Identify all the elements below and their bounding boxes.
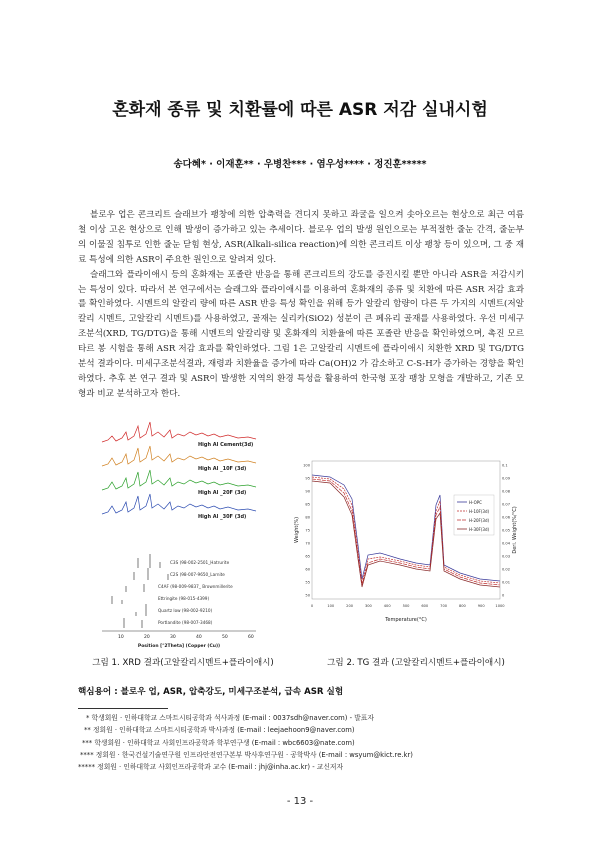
tg-legend (454, 495, 494, 535)
footnote-divider (78, 708, 168, 709)
x-tick: 100 (327, 604, 335, 608)
phase-label: C4AF (98-009-9837_ Brownmillerite (158, 584, 233, 589)
paragraph: 블로우 업은 콘크리트 슬래브가 팽창에 의한 압축력을 견디지 못하고 좌굴을 일으켜 솟아오르는 현상으로 최근 여름철 이상 고온 현상으로 인해 발생이 증가하고 있는 추세이다. 블로우 업의 발생 원인으로는 부적절한 줄눈 간격, 줄눈부의 이물질 침투로 인한 줄눈 닫힘 현상, ASR(Alkali-silica reaction)에 의한 콘크리트 이상 팽창 등이 있으며, 그 중 재료 특성에 의한 ASR이 주요한 원인으로 알려져 있다. (78, 210, 524, 265)
x-tick: 40 (196, 635, 202, 640)
y-tick: 60 (305, 567, 310, 572)
y2-tick: 0.03 (502, 554, 511, 559)
paper-title: 혼화재 종류 및 치환률에 따른 ASR 저감 실내시험 (112, 100, 488, 120)
y2-tick: 0 (502, 593, 505, 598)
abstract-body (78, 208, 524, 402)
footnote: ** 정회원 · 인하대학교 스마트시티공학과 박사과정 (E-mail : leejaehoon9@naver.com) (84, 726, 355, 735)
x-tick: 50 (222, 635, 228, 640)
phase-label: C2S (98-007-9650_Larnite (170, 572, 225, 577)
xrd-chart (98, 418, 260, 650)
x-tick: 1000 (495, 604, 505, 608)
x-axis-label: Position [°2Theta] (Copper (Cu)) (137, 644, 221, 649)
xrd-series-label: High Al _30F (3d) (198, 514, 247, 520)
author-list: 송다혜* · 이재훈** · 우병찬*** · 염우성**** · 정진훈***** (173, 159, 427, 170)
x-tick: 10 (118, 635, 124, 640)
y2-tick: 0.1 (502, 463, 508, 468)
y2-tick: 0.08 (502, 489, 511, 494)
figure2-caption: 그림 2. TG 결과 (고알칼리시멘트+플라이애시) (327, 658, 505, 668)
x-tick: 400 (383, 604, 391, 608)
y2-tick: 0.05 (502, 528, 511, 533)
y-tick: 50 (305, 593, 310, 598)
y-tick: 95 (305, 476, 310, 481)
footnote: **** 정회원 · 한국건설기술연구원 인프라안전연구본부 박사후연구원 · 공학박사 (E-mail : wsyum@kict.re.kr) (80, 750, 413, 759)
xrd-series-label: High Al Cement(3d) (198, 442, 254, 448)
y2-tick: 0.01 (502, 580, 511, 585)
phase-label: Quartz low (98-002-9210) (158, 608, 213, 613)
legend-entry: H-30F(3d) (469, 527, 490, 532)
x-axis-label: Temperature(°C) (385, 617, 427, 623)
figure-tg (290, 455, 522, 627)
legend-entry: H-10F(3d) (469, 509, 490, 514)
page-number: - 13 - (286, 796, 314, 807)
y2-tick: 0.09 (502, 476, 511, 481)
x-tick: 600 (421, 604, 429, 608)
x-tick: 500 (402, 604, 410, 608)
paragraph: 슬래그와 플라이애시 등의 혼화재는 포졸란 반응을 통해 콘크리트의 강도를 증진시킬 뿐만 아니라 ASR을 저감시키는 특성이 있다. 따라서 본 연구에서는 슬래그와 플라이애시를 이용하여 혼화재의 종류 및 치환에 따른 ASR 저감 효과를 확인하였다. 시멘트의 알칼리 량에 따른 ASR 반응 특성 확인을 위해 등가 알칼리 함량이 다른 두 가지의 시멘트(저알칼리 시멘트, 고알칼리 시멘트)를 사용하였고, 골재는 실리카(SiO2) 성분이 큰 페유리 골재를 사용하였다. 우선 미세구조분석(XRD, TG/DTG)을 통해 시멘트의 알칼리량 및 혼화재의 치환율에 따른 포졸란 반응을 확인하였으며, 촉진 모르타르 봉 시험을 통해 ASR 저감 효과를 확인하였다. 그림 1은 고알칼리 시멘트에 플라이애시 치환한 XRD 및 TG/DTG분석 결과이다. 미세구조분석결과, 재령과 치환율을 증가에 따라 Ca(OH)2 가 감소하고 C-S-H가 증가하는 경향을 확인하였다. 추후 본 연구 결과 및 ASR이 발생한 지역의 환경 특성을 활용하여 한국형 포장 팽창 모형을 개발하고, 기존 모형과 비교 분석하고자 한다. (78, 269, 524, 399)
legend-entry: H-OPC (469, 500, 482, 505)
y2-tick: 0.02 (502, 567, 511, 572)
y-tick: 75 (305, 528, 310, 533)
y-tick: 65 (305, 554, 310, 559)
y-tick: 85 (305, 502, 310, 507)
x-tick: 30 (170, 635, 176, 640)
y2-tick: 0.04 (502, 541, 511, 546)
phase-label: Portlandite (98-007-3468) (158, 620, 213, 625)
xrd-pattern-blue (102, 494, 256, 514)
phase-label: C3S (98-002-2501_Hatrurite (170, 560, 230, 565)
figure1-caption: 그림 1. XRD 결과(고알칼리시멘트+플라이애시) (92, 658, 274, 668)
x-tick: 300 (364, 604, 372, 608)
xrd-pattern-orange (102, 446, 256, 466)
footnote: ***** 정회원 · 인하대학교 사회인프라공학과 교수 (E-mail : jhj@inha.ac.kr) - 교신저자 (78, 763, 344, 772)
footnote: * 학생회원 · 인하대학교 스마트시티공학과 석사과정 (E-mail : 0037sdh@naver.com) - 발표자 (86, 714, 374, 722)
tg-chart (290, 455, 522, 627)
footnote: *** 학생회원 · 인하대학교 사회인프라공학과 학부연구생 (E-mail : wbc6603@nate.com) (82, 738, 355, 747)
y-tick: 70 (305, 541, 310, 546)
keywords: 핵심용어 : 블로우 업, ASR, 압축강도, 미세구조분석, 급속 ASR 실험 (78, 687, 344, 697)
y2-tick: 0.06 (502, 515, 511, 520)
xrd-pattern-green (102, 470, 256, 490)
xrd-series-label: High Al _10F (3d) (198, 466, 247, 472)
y-axis-label: Weight(%) (294, 516, 300, 544)
phase-label: Ettringite (98-015-4399) (158, 596, 210, 601)
y-tick: 90 (305, 489, 310, 494)
x-tick: 20 (144, 635, 150, 640)
y2-axis-label: Deri. Weight(%/°C) (512, 506, 518, 554)
x-tick: 200 (346, 604, 354, 608)
x-tick: 60 (248, 635, 254, 640)
xrd-pattern-red (102, 422, 256, 442)
footnotes (78, 712, 548, 773)
x-tick: 800 (458, 604, 466, 608)
legend-entry: H-20F(3d) (469, 518, 490, 523)
figure-xrd (98, 418, 260, 650)
y-tick: 100 (303, 463, 310, 468)
x-tick: 700 (440, 604, 448, 608)
x-tick: 900 (477, 604, 485, 608)
xrd-series-label: High Al _20F (3d) (198, 490, 247, 496)
y2-tick: 0.07 (502, 502, 511, 507)
y-tick: 55 (305, 580, 310, 585)
y-tick: 80 (305, 515, 310, 520)
phase-reference-sticks (112, 554, 168, 628)
x-tick: 0 (310, 604, 314, 608)
